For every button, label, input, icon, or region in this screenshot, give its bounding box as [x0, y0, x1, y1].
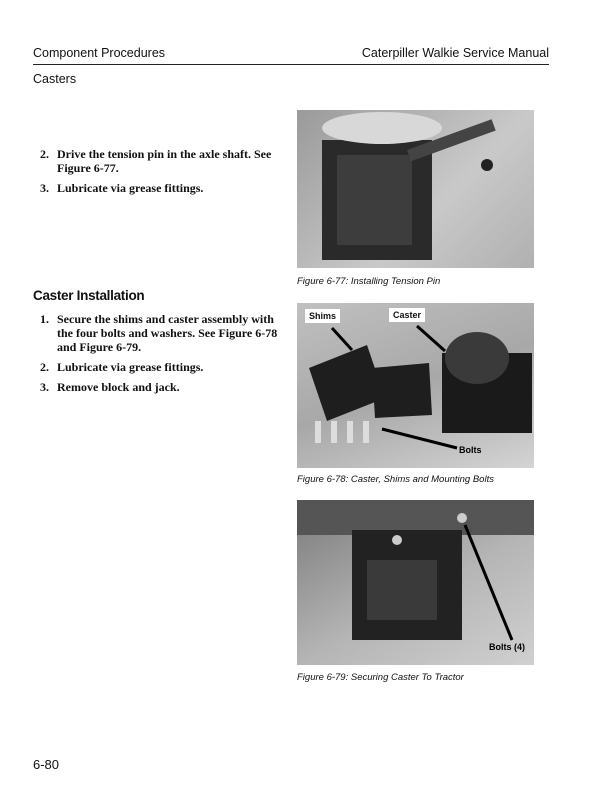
- header-right: Caterpiller Walkie Service Manual: [361, 46, 549, 60]
- step-number: 2.: [40, 360, 49, 374]
- header-left: Component Procedures: [33, 46, 166, 60]
- figure-6-77-photo: [297, 110, 534, 268]
- install-steps: [40, 312, 290, 400]
- step: [40, 147, 290, 175]
- shims-label: Shims: [305, 309, 340, 323]
- caster-label: Caster: [389, 308, 425, 322]
- step-text: Remove block and jack.: [57, 380, 180, 394]
- step-text: Drive the tension pin in the axle shaft. See Figure 6-77.: [57, 147, 272, 175]
- install-heading: Caster Installation: [33, 288, 145, 303]
- step: [40, 312, 290, 354]
- figure-6-79-caption: Figure 6-79: Securing Caster To Tractor: [297, 672, 464, 683]
- step-text: Lubricate via grease fittings.: [57, 181, 204, 195]
- step-number: 3.: [40, 380, 49, 394]
- steps-top: [40, 147, 290, 201]
- section-title: Casters: [33, 72, 77, 86]
- bolts-4-label: Bolts (4): [489, 642, 525, 652]
- figure-6-77-caption: Figure 6-77: Installing Tension Pin: [297, 276, 441, 287]
- figure-6-78-caption: Figure 6-78: Caster, Shims and Mounting Bolts: [297, 474, 494, 485]
- step-number: 1.: [40, 312, 49, 326]
- caster-tractor-photo-art: [297, 500, 534, 665]
- header-rule: [33, 64, 549, 65]
- step-number: 2.: [40, 147, 49, 161]
- step: [40, 380, 290, 394]
- step: [40, 360, 290, 374]
- page-number: 6-80: [33, 757, 60, 772]
- bolts-label: Bolts: [459, 445, 482, 455]
- tension-pin-photo-art: [297, 110, 534, 268]
- step-text: Lubricate via grease fittings.: [57, 360, 204, 374]
- step: [40, 181, 290, 195]
- step-number: 3.: [40, 181, 49, 195]
- step-text: Secure the shims and caster assembly with the four bolts and washers. See Figure 6-78 and Figure 6-79.: [57, 312, 278, 354]
- figure-6-79-photo: [297, 500, 534, 665]
- figure-6-78-photo: [297, 303, 534, 468]
- caster-shims-photo-art: [297, 303, 534, 468]
